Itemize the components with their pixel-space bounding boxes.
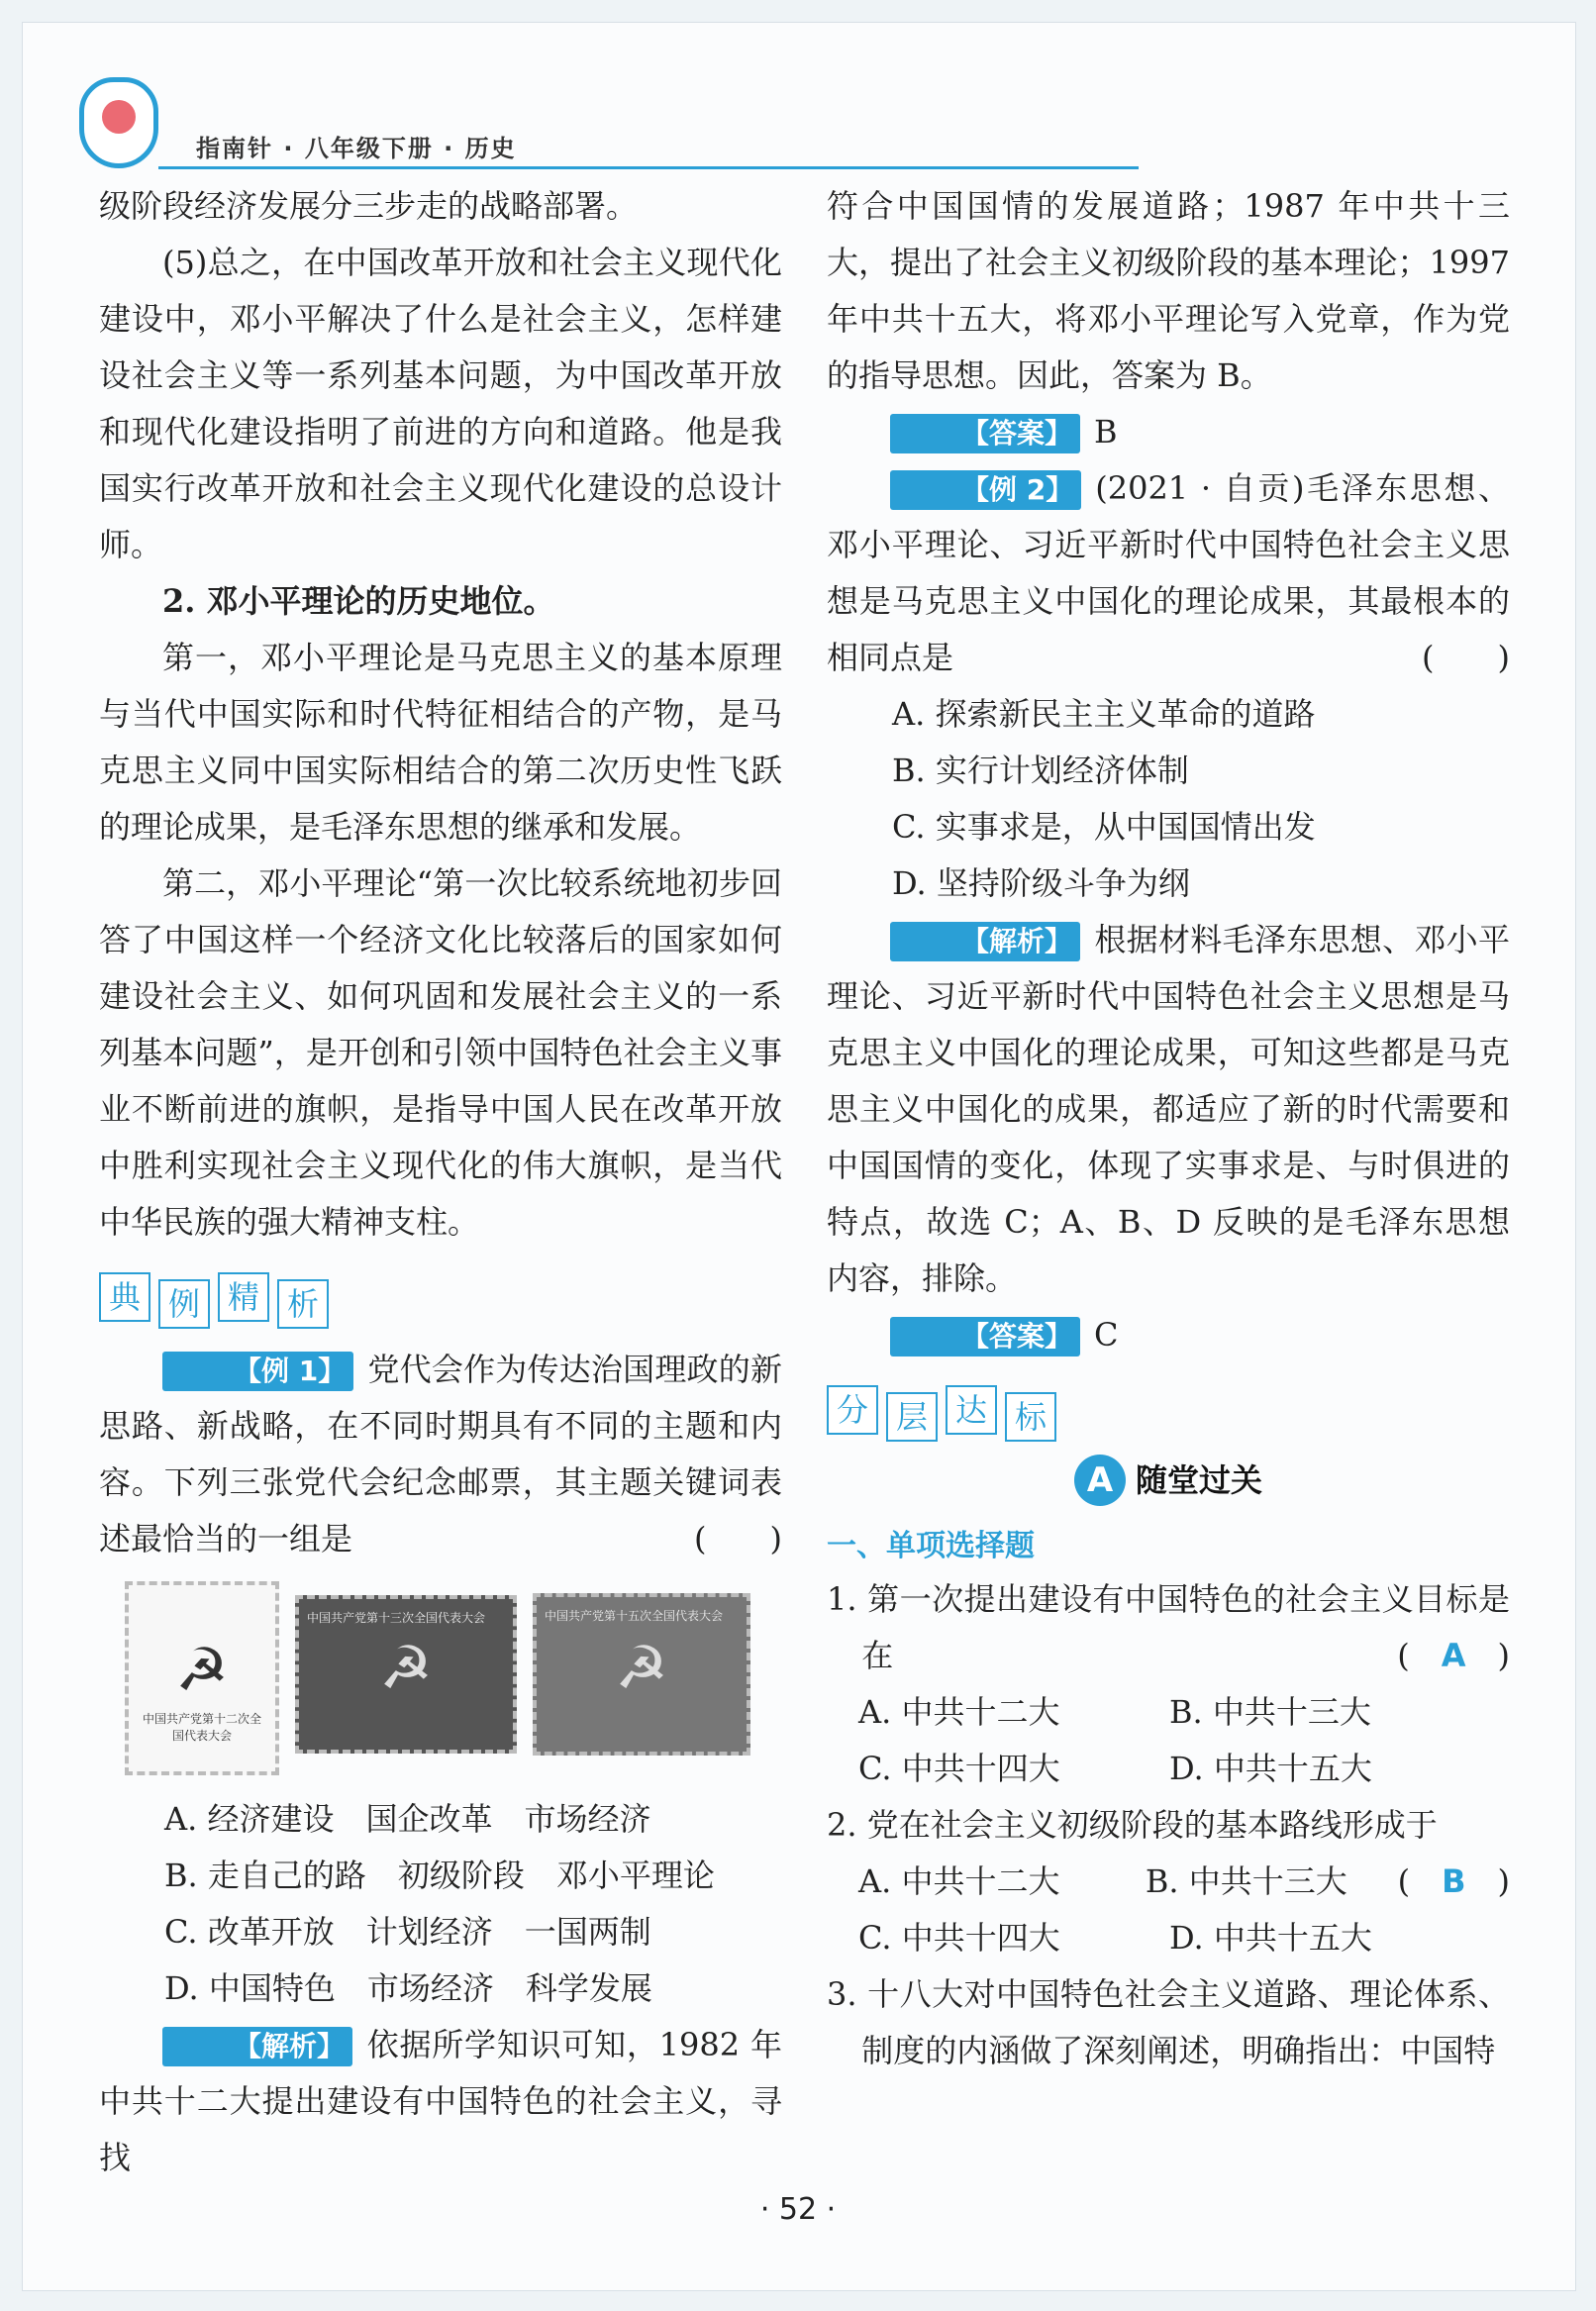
stamp-caption: 中国共产党第十二次全国代表大会 [142, 1712, 261, 1743]
answer-paren: ( B ) [1397, 1862, 1510, 1900]
question-3: 3. 十八大对中国特色社会主义道路、理论体系、制度的内涵做了深刻阐述，明确指出：中国特 [827, 1975, 1510, 2069]
stamp-15th-congress [533, 1593, 750, 1756]
answer-paren: ( ) [694, 1520, 782, 1557]
option: B. 中共十三大 [1145, 1862, 1347, 1900]
badge-letter-icon: A [1074, 1455, 1126, 1506]
paragraph: 第二，邓小平理论“第一次比较系统地初步回答了中国这样一个经济文化比较落后的国家如何建设社会主义、如何巩固和发展社会主义的一系列基本问题”，是开创和引领中国特色社会主义事业不断前进的旗帜，是指导中国人民在改革开放中胜利实现社会主义现代化的伟大旗帜，是当代中华民族的强大精神支柱。 [99, 864, 782, 1241]
option: C. 中共十四大 [858, 1919, 1060, 1957]
stamp-12th-congress [125, 1581, 279, 1775]
header-title: 指南针 · 八年级下册 · 历史 [196, 135, 517, 162]
answer-tag: 【答案】 [890, 414, 1080, 453]
answer-paren: ( A ) [1397, 1637, 1510, 1674]
hammer-sickle-icon: ☭ [379, 1633, 433, 1703]
banner-char: 标 [1005, 1392, 1056, 1442]
question-text: 2. 党在社会主义初级阶段的基本路线形成于 [827, 1806, 1438, 1844]
right-column [827, 178, 1510, 2079]
question-type-heading: 一、单项选择题 [827, 1529, 1035, 1563]
paragraph: (5)总之，在中国改革开放和社会主义现代化建设中，邓小平解决了什么是社会主义，怎样建设社会主义等一系列基本问题，为中国改革开放和现代化建设指明了前进的方向和道路。他是我国实行改革开放和社会主义现代化建设的总设计师。 [99, 244, 782, 563]
answer-paren: ( ) [1422, 639, 1510, 676]
filled-answer: B [1442, 1862, 1466, 1900]
option: A. 中共十二大 [858, 1693, 1060, 1731]
analysis [827, 912, 1510, 1307]
banner-char: 分 [827, 1385, 878, 1435]
option: B. 实行计划经济体制 [892, 752, 1189, 789]
banner-char: 层 [886, 1392, 938, 1442]
analysis-tag: 【解析】 [162, 2027, 352, 2066]
stamp-caption: 中国共产党第十五次全国代表大会 [545, 1609, 724, 1623]
option-row [827, 1910, 1510, 1966]
example-2 [827, 460, 1510, 686]
option: D. 坚持阶级斗争为纲 [892, 864, 1190, 902]
header-rule [158, 166, 1139, 169]
option: A. 经济建设 国企改革 市场经济 [164, 1800, 651, 1838]
question-text: 1. 第一次提出建设有中国特色的社会主义目标是在 [827, 1580, 1510, 1674]
page-number: · 52 · [759, 2192, 837, 2227]
example-1-text: 党代会作为传达治国理政的新思路、新战略，在不同时期具有不同的主题和内容。下列三张党代会纪念邮票，其主题关键词表述最恰当的一组是 [99, 1351, 782, 1557]
option: C. 实事求是，从中国国情出发 [892, 808, 1316, 846]
answer-value: C [1094, 1316, 1119, 1354]
banner-char: 达 [946, 1385, 997, 1435]
option: B. 中共十三大 [1169, 1693, 1371, 1731]
question-1 [827, 1571, 1510, 1684]
example-2-text: (2021 · 自贡)毛泽东思想、邓小平理论、习近平新时代中国特色社会主义思想是马克思主义中国化的理论成果，其最根本的相同点是 [827, 469, 1510, 676]
example-tag: 【例 2】 [890, 470, 1081, 510]
hammer-sickle-icon: ☭ [175, 1636, 229, 1706]
page-header [59, 59, 1109, 168]
option-row [827, 1854, 1433, 1910]
option: A. 探索新民主主义革命的道路 [892, 695, 1316, 733]
option: C. 中共十四大 [858, 1750, 1060, 1787]
analysis-text: 依据所学知识可知，1982 年中共十二大提出建设有中国特色的社会主义，寻找 [99, 2026, 782, 2176]
hammer-sickle-icon: ☭ [615, 1633, 668, 1703]
section-banner-examples [99, 1270, 782, 1324]
option-row [827, 1684, 1510, 1741]
option-row [827, 1741, 1510, 1797]
paragraph: 符合中国国情的发展道路；1987 年中共十三大，提出了社会主义初级阶段的基本理论；1997 年中共十五大，将邓小平理论写入党章，作为党的指导思想。因此，答案为 B。 [827, 187, 1510, 394]
level-badge [827, 1455, 1510, 1514]
option: D. 中共十五大 [1169, 1919, 1372, 1957]
section-heading: 2. 邓小平理论的历史地位。 [162, 582, 555, 620]
answer-tag: 【答案】 [890, 1317, 1080, 1356]
example-1 [99, 1342, 782, 1567]
shield-logo-icon [79, 77, 158, 168]
analysis-text: 根据材料毛泽东思想、邓小平理论、习近平新时代中国特色社会主义思想是马克思主义中国化的理论成果，可知这些都是马克思主义中国化的成果，都适应了新的时代需要和中国国情的变化，体现了实事求是、与时俱进的特点，故选 C；A、B、D 反映的是毛泽东思想内容，排除。 [827, 921, 1510, 1297]
banner-char: 析 [277, 1279, 329, 1329]
option: D. 中国特色 市场经济 科学发展 [164, 1969, 652, 2007]
example-tag: 【例 1】 [162, 1352, 353, 1391]
banner-char: 典 [99, 1272, 150, 1322]
answer-line [827, 404, 1510, 460]
answer-line [827, 1307, 1510, 1363]
badge [1074, 1455, 1262, 1506]
left-column [99, 178, 782, 2186]
analysis [99, 2017, 782, 2186]
stamp-images [125, 1581, 782, 1775]
banner-char: 精 [218, 1272, 269, 1322]
paragraph: 级阶段经济发展分三步走的战略部署。 [99, 187, 639, 225]
option: D. 中共十五大 [1169, 1750, 1372, 1787]
stamp-caption: 中国共产党第十三次全国代表大会 [307, 1611, 486, 1625]
section-banner-practice [827, 1383, 1510, 1437]
paragraph: 第一，邓小平理论是马克思主义的基本原理与当代中国实际和时代特征相结合的产物，是马克思主义同中国实际相结合的第二次历史性飞跃的理论成果，是毛泽东思想的继承和发展。 [99, 639, 782, 846]
option: C. 改革开放 计划经济 一国两制 [164, 1913, 651, 1951]
analysis-tag: 【解析】 [890, 922, 1080, 961]
option: A. 中共十二大 [858, 1862, 1060, 1900]
option: B. 走自己的路 初级阶段 邓小平理论 [164, 1857, 715, 1894]
filled-answer: A [1441, 1637, 1466, 1674]
badge-text: 随堂过关 [1135, 1461, 1262, 1499]
banner-char: 例 [158, 1279, 210, 1329]
answer-value: B [1094, 413, 1118, 451]
stamp-13th-congress [295, 1595, 517, 1754]
